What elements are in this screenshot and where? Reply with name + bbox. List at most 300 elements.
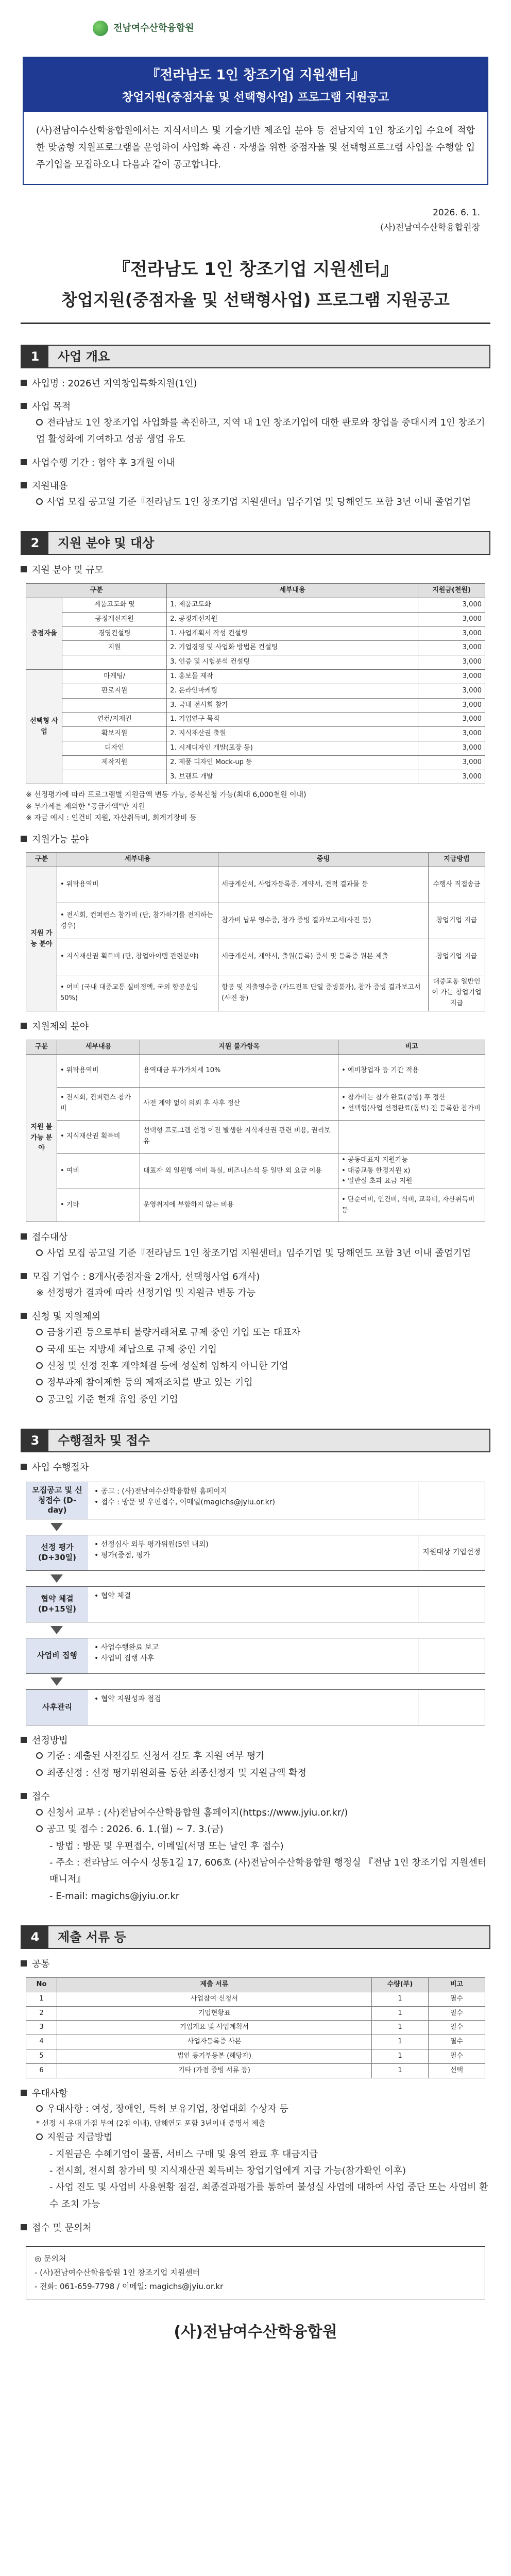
document-cell: 기업현황표 — [57, 2006, 372, 2021]
sub-text: 신청서 교부 : (사)전남여수산학융합원 홈페이지(https://www.jyiu.or.kr/) — [47, 1807, 348, 1818]
note-cell: 필수 — [429, 2021, 485, 2035]
subcategory-cell: 디자인 — [62, 741, 167, 755]
amount-cell: 3,000 — [418, 713, 485, 727]
sub-text: 사업 모집 공고일 기준『전라남도 1인 창조기업 지원센터』입주기업 및 당해연도 포함 3년 이내 졸업기업 — [47, 1247, 471, 1259]
bullet-text: 지원가능 분야 — [32, 834, 89, 845]
sub-bullet — [21, 1821, 490, 1838]
table-row — [26, 2006, 485, 2021]
step-body: • 선정심사 외부 평가위원(5인 내외) • 평가(중점, 평가 — [94, 1540, 209, 1560]
sub-bullet — [21, 1342, 490, 1358]
subcategory-cell: 연컨/지재권 — [62, 713, 167, 727]
table-row — [26, 1054, 485, 1087]
main-title-2: 창업지원(중점자율 및 선택형사업) 프로그램 지원공고 — [61, 290, 450, 310]
table-header: 증빙 — [218, 853, 429, 867]
document-cell: 기업개요 및 사업계획서 — [57, 2021, 372, 2035]
square-bullet-icon — [21, 403, 27, 409]
sub-text: 사업 모집 공고일 기준『전라남도 1인 창조기업 지원센터』입주기업 및 당해연도 포함 3년 이내 졸업기업 — [47, 497, 471, 507]
item-cell: 2. 온라인마케팅 — [167, 684, 418, 698]
quantity-cell: 1 — [372, 2049, 429, 2064]
table-row — [26, 669, 485, 684]
item-cell: 3. 국내 전시회 참가 — [167, 698, 418, 713]
section-3-heading — [21, 1429, 490, 1452]
bullet — [21, 479, 490, 494]
note-cell: 필수 — [429, 2006, 485, 2021]
eligible-table-wrap — [26, 852, 485, 1011]
step-body: • 협약 체결 — [94, 1591, 131, 1600]
document-cell: 법인 등기부등본 (해당자) — [57, 2049, 372, 2064]
category-cell: 지원 가능 분야 — [26, 867, 57, 1011]
bullet — [21, 1734, 490, 1749]
sub-bullet — [21, 1392, 490, 1408]
sub-text: 금융기관 등으로부터 불량거래처로 규제 중인 기업 또는 대표자 — [47, 1327, 301, 1338]
item-cell: 2. 지식재산권 출원 — [167, 727, 418, 741]
table-header: 제출 서류 — [57, 1978, 372, 1992]
square-bullet-icon — [21, 836, 27, 842]
table-header: 수량(부) — [372, 1978, 429, 1992]
bullet — [21, 1790, 490, 1805]
circle-bullet-icon — [36, 1362, 43, 1369]
step-side — [418, 1587, 485, 1622]
circle-bullet-icon — [36, 1825, 43, 1832]
item-cell: 2. 기업경영 및 사업화 방법론 컨설팅 — [167, 641, 418, 655]
section-2-heading — [21, 531, 490, 555]
table-row — [26, 1120, 485, 1153]
sub-text: 공고 및 접수 : 2026. 6. 1.(월) ~ 7. 3.(금) — [47, 1824, 224, 1835]
notice-issuer: (사)전남여수산학융합원장 — [380, 222, 480, 233]
square-bullet-icon — [21, 1960, 27, 1967]
section-number: 2 — [22, 532, 48, 554]
process-flow — [26, 1482, 485, 1725]
no-cell: 2 — [26, 2006, 57, 2021]
main-title — [21, 256, 490, 313]
notes — [21, 789, 490, 824]
table-header: 세부내용 — [57, 1040, 140, 1054]
circle-bullet-icon — [36, 1329, 43, 1335]
subcategory-cell: 경영컨설팅 — [62, 626, 167, 641]
detail-cell: • 위탁용역비 — [57, 867, 218, 903]
proof-cell: 세금계산서, 사업자등록증, 계약서, 견적 결과물 등 — [218, 867, 429, 903]
amount-cell: 3,000 — [418, 669, 485, 684]
detail-cell: • 전시회, 컨퍼런스 참가비 (단, 참가하기를 전제하는 경우) — [57, 903, 218, 939]
process-step — [26, 1689, 485, 1725]
square-bullet-icon — [21, 380, 27, 386]
table-row — [26, 626, 485, 641]
amount-cell: 3,000 — [418, 598, 485, 612]
square-bullet-icon — [21, 1793, 27, 1799]
step-body: • 공고 : (사)전남여수산학융합원 홈페이지 • 접수 : 방문 및 우편접수, 이메일(magichs@jyiu.or.kr) — [94, 1487, 275, 1507]
item-cell: 2. 제품 디자인 Mock-up 등 — [167, 755, 418, 770]
step-label: 사업비 집행 — [26, 1638, 88, 1673]
process-step — [26, 1535, 485, 1571]
documents-table — [26, 1977, 485, 2078]
proof-cell: 항공 및 지출영수증 (카드전표 단일 증빙불가), 참가 증빙 결과보고서(사진 등) — [218, 975, 429, 1011]
table-header: 지급방법 — [429, 853, 485, 867]
item-cell: 2. 공정개선지원 — [167, 612, 418, 626]
table-header: 비고 — [429, 1978, 485, 1992]
circle-bullet-icon — [36, 1379, 43, 1385]
notice-date: 2026. 6. 1. — [433, 207, 480, 218]
circle-bullet-icon — [36, 1396, 43, 1402]
item-cell: 1. 기업연구 목적 — [167, 713, 418, 727]
quantity-cell: 1 — [372, 2035, 429, 2049]
table-header: 세부내용 — [167, 584, 418, 598]
documents-table-wrap — [26, 1977, 485, 2078]
email-link[interactable]: - E-mail: magichs@jyiu.or.kr — [49, 1890, 180, 1902]
square-bullet-icon — [21, 1464, 27, 1470]
step-side — [418, 1690, 485, 1725]
step-body: • 협약 지원성과 점검 — [94, 1694, 161, 1703]
circle-bullet-icon — [36, 419, 43, 426]
support-scale-table — [26, 583, 485, 784]
excluded-item-cell: 용역대금 부가가치세 10% — [140, 1054, 338, 1087]
note-line: ※ 자금 예시 : 인건비 지원, 자산취득비, 회계기장비 등 — [26, 814, 197, 823]
table-row — [26, 903, 485, 939]
table-header: 구분 — [26, 853, 57, 867]
contact-phone-email[interactable]: - 전화: 061-659-7798 / 이메일: magichs@jyiu.or.kr — [35, 2281, 224, 2291]
bullet — [21, 563, 490, 578]
bullet-text: 지원내용 — [32, 481, 68, 492]
sub-text: 최종선정 : 선정 평가위원회를 통한 최종선정자 및 지원금액 확정 — [47, 1767, 306, 1778]
no-cell: 4 — [26, 2035, 57, 2049]
quantity-cell: 1 — [372, 2021, 429, 2035]
sub-text: 신청 및 선정 전후 계약체결 등에 성실히 임하지 아니한 기업 — [47, 1361, 288, 1372]
table-row — [26, 1992, 485, 2006]
subcategory-cell: 제작지원 — [62, 755, 167, 770]
header — [21, 0, 490, 57]
subcategory-cell — [62, 770, 167, 784]
table-header: No — [26, 1978, 57, 1992]
detail-line: - 방법 : 방문 및 우편접수, 이메일(서명 또는 날인 후 접수) — [49, 1840, 284, 1852]
table-row — [26, 2035, 485, 2049]
notice-title-2: 창업지원(중점자율 및 선택형사업) 프로그램 지원공고 — [122, 91, 389, 104]
category-cell: 중점자율 — [26, 598, 62, 669]
sub-bullet — [21, 1325, 490, 1341]
table-header: 구분 — [26, 1040, 57, 1054]
square-bullet-icon — [21, 1273, 27, 1279]
sub-text: 지원금 지급방법 — [47, 2132, 113, 2143]
down-arrow-icon — [26, 1519, 485, 1535]
date-block — [21, 185, 490, 235]
amount-cell: 3,000 — [418, 612, 485, 626]
table-row — [26, 867, 485, 903]
bullet-text: 접수 및 문의처 — [32, 2223, 92, 2234]
square-bullet-icon — [21, 566, 27, 572]
detail-line: - 지원금은 수혜기업이 물품, 서비스 구매 및 용역 완료 후 대금지급 — [49, 2148, 318, 2160]
detail-line: - 사업 진도 및 사업비 사용현황 점검, 최종결과평가를 통하여 불성실 사업에 대하여 사업 중단 또는 사업비 환수 조치 가능 — [49, 2182, 488, 2210]
amount-cell: 3,000 — [418, 770, 485, 784]
sub-bullet — [21, 494, 490, 511]
sub-text: 전라남도 1인 창조기업 사업화를 촉진하고, 지역 내 1인 창조기업에 대한 판로와 창업을 중대시켜 1인 창조기업 활성화에 기여하고 성공 생업 유도 — [36, 417, 485, 445]
bullet — [21, 400, 490, 415]
item-cell: 1. 시제디자인 개발(포장 등) — [167, 741, 418, 755]
bullet — [21, 2087, 490, 2102]
document-cell: 기타 (가점 증빙 서류 등) — [57, 2063, 372, 2078]
detail-line: - 주소 : 전라남도 여수시 성동1길 17, 606호 (사)전남여수산학융합원 행정실 『전남 1인 창조기업 지원센터 매니저』 — [49, 1857, 487, 1885]
amount-cell: 3,000 — [418, 727, 485, 741]
subcategory-cell: 확보지원 — [62, 727, 167, 741]
table-row — [26, 727, 485, 741]
note-cell: 선택 — [429, 2063, 485, 2078]
bullet — [21, 1230, 490, 1245]
item-cell: 1. 제품고도화 — [167, 598, 418, 612]
amount-cell: 3,000 — [418, 655, 485, 670]
footer-org: (사)전남여수산학융합원 — [174, 2323, 337, 2341]
table-row — [26, 698, 485, 713]
table-row — [26, 2049, 485, 2064]
square-bullet-icon — [21, 2224, 27, 2230]
table-row — [26, 755, 485, 770]
bullet-text: 사업 수행절차 — [32, 1462, 89, 1473]
sub-text: 기준 : 제출된 사전검토 신청서 검토 후 지원 여부 평가 — [47, 1751, 265, 1762]
section-title: 제출 서류 등 — [48, 1926, 489, 1948]
no-cell: 1 — [26, 1992, 57, 2006]
circle-bullet-icon — [36, 1769, 43, 1776]
square-bullet-icon — [21, 1023, 27, 1029]
detail-cell: • 위탁용역비 — [57, 1054, 140, 1087]
detail-cell: • 지식재산권 획득비 (단, 창업아이템 관련분야) — [57, 939, 218, 975]
circle-bullet-icon — [36, 1809, 43, 1816]
bullet-text: 사업수행 기간 : 협약 후 3개월 이내 — [32, 457, 175, 469]
sub-bullet — [21, 1245, 490, 1262]
sub-text: 정부과제 참여제한 등의 제재조치를 받고 있는 기업 — [47, 1377, 253, 1388]
table-row — [26, 1087, 485, 1120]
down-arrow-icon — [26, 1622, 485, 1638]
quantity-cell: 1 — [372, 2006, 429, 2021]
bullet-text: 지원 분야 및 규모 — [32, 565, 104, 576]
proof-cell: 세금계산서, 계약서, 출원(등록) 증서 및 등록증 원본 제출 — [218, 939, 429, 975]
amount-cell: 3,000 — [418, 641, 485, 655]
detail-cell: • 여비 — [57, 1153, 140, 1189]
bullet-text: 사업명 : 2026년 지역창업특화지원(1인) — [32, 378, 197, 389]
subcategory-cell: 공정개선지원 — [62, 612, 167, 626]
down-arrow-icon — [26, 1674, 485, 1689]
subcategory-cell: 지원 — [62, 641, 167, 655]
section-number: 3 — [22, 1430, 48, 1451]
bullet — [21, 833, 490, 848]
process-step — [26, 1638, 485, 1674]
bullet — [21, 1461, 490, 1476]
category-cell: 선택형 사업 — [26, 669, 62, 784]
document-cell: 사업참여 신청서 — [57, 1992, 372, 2006]
notice-title-1: 『전라남도 1인 창조기업 지원센터』 — [146, 67, 365, 83]
bullet-text: 사업 목적 — [32, 401, 71, 412]
amount-cell: 3,000 — [418, 755, 485, 770]
square-bullet-icon — [21, 2090, 27, 2096]
circle-bullet-icon — [36, 2133, 43, 2140]
category-cell: 지원 불가능 분야 — [26, 1054, 57, 1222]
table-row — [26, 655, 485, 670]
bullet — [21, 2221, 490, 2236]
no-cell: 3 — [26, 2021, 57, 2035]
square-bullet-icon — [21, 1737, 27, 1743]
bullet — [21, 1020, 490, 1035]
table-row — [26, 598, 485, 612]
process-step — [26, 1586, 485, 1622]
logo-mark-icon — [93, 21, 108, 36]
step-body: • 사업수행완료 보고 • 사업비 집행 사후 — [94, 1643, 159, 1663]
table-row — [26, 741, 485, 755]
bullet — [21, 456, 490, 471]
subcategory-cell: 제품고도화 및 — [62, 598, 167, 612]
payment-cell: 수행사 직접송금 — [429, 867, 485, 903]
step-label: 선정 평가 (D+30일) — [26, 1535, 88, 1570]
table-row — [26, 2063, 485, 2078]
sub-bullet — [21, 1748, 490, 1765]
quantity-cell: 1 — [372, 1992, 429, 2006]
step-label: 협약 체결 (D+15일) — [26, 1587, 88, 1622]
table-row — [26, 684, 485, 698]
remark-cell: • 예비창업자 등 기간 적용 — [338, 1054, 485, 1087]
logo-text: 전남여수산학융합원 — [113, 22, 194, 33]
circle-bullet-icon — [36, 1249, 43, 1256]
remark-cell: • 참가비는 참가 완료(증빙) 후 정산 • 선택형(사업 선정완료(통보) 전 등록한 참가비 — [338, 1087, 485, 1120]
detail-cell: • 기타 — [57, 1189, 140, 1222]
amount-cell: 3,000 — [418, 684, 485, 698]
note-cell: 필수 — [429, 2035, 485, 2049]
step-label: 사후관리 — [26, 1690, 88, 1725]
step-side — [418, 1482, 485, 1519]
table-header: 비고 — [338, 1040, 485, 1054]
table-row — [26, 1153, 485, 1189]
table-row — [26, 1189, 485, 1222]
amount-cell: 3,000 — [418, 626, 485, 641]
bullet — [21, 1957, 490, 1972]
sub-bullet — [21, 2129, 490, 2146]
section-1-heading — [21, 345, 490, 368]
table-row — [26, 641, 485, 655]
note-cell: 필수 — [429, 2049, 485, 2064]
sub-note: ※ 선정평가 결과에 따라 선정기업 및 지원금 변동 가능 — [36, 1287, 256, 1299]
note-line: ※ 선정평가에 따라 프로그램별 지원금액 변동 가능, 중복신청 가능(최대 6,000천원 이내) — [26, 791, 306, 800]
subcategory-cell: 판로지원 — [62, 684, 167, 698]
circle-bullet-icon — [36, 2105, 43, 2112]
table-row — [26, 975, 485, 1011]
remark-cell: • 단순여비, 인건비, 식비, 교육비, 자산취득비 등 — [338, 1189, 485, 1222]
table-header: 지원금(천원) — [418, 584, 485, 598]
down-arrow-icon — [26, 1571, 485, 1586]
notice-title — [24, 58, 487, 112]
process-step — [26, 1482, 485, 1519]
support-scale-table-wrap — [26, 583, 485, 784]
subcategory-cell: 마케팅/ — [62, 669, 167, 684]
amount-cell: 3,000 — [418, 698, 485, 713]
square-bullet-icon — [21, 482, 27, 488]
sub-bullet — [21, 415, 490, 448]
quantity-cell: 1 — [372, 2063, 429, 2078]
square-bullet-icon — [21, 459, 27, 465]
notice-box — [23, 57, 488, 185]
sub-text: 공고일 기준 현재 휴업 중인 기업 — [47, 1394, 178, 1405]
payment-cell: 창업기업 지급 — [429, 903, 485, 939]
section-number: 4 — [22, 1926, 48, 1948]
notice-body: (사)전남여수산학융합원에서는 지식서비스 및 기술기반 제조업 분야 등 전남지역 1인 창조기업 수요에 적합한 맞춤형 지원프로그램을 운영하여 사업화 촉진 · 자생을 위한 중점자율 및 선택형프로그램 사업을 수행할 입주기업을 모집하오니 다음과 같이 공고합니다. — [36, 125, 475, 171]
item-cell: 3. 인증 및 시험분석 컨설팅 — [167, 655, 418, 670]
sub-text: 우대사항 : 여성, 장애인, 특허 보유기업, 창업대회 수상자 등 — [47, 2104, 288, 2115]
bullet — [21, 377, 490, 392]
remark-cell — [338, 1120, 485, 1153]
bullet-text: 지원제외 분야 — [32, 1021, 89, 1032]
sub-bullet — [21, 2101, 490, 2117]
step-label: 모집공고 및 신청접수 (D-day) — [26, 1482, 88, 1519]
contact-title: ◎ 문의처 — [35, 2253, 66, 2263]
circle-bullet-icon — [36, 498, 43, 505]
detail-cell: • 지식재산권 획득비 — [57, 1120, 140, 1153]
remark-cell: • 공동대표자 지원가능 • 대중교통 한정지원 x) • 일반실 초과 요금 지원 — [338, 1153, 485, 1189]
square-bullet-icon — [21, 1313, 27, 1319]
circle-bullet-icon — [36, 1752, 43, 1759]
sub-bullet — [21, 1358, 490, 1375]
amount-cell: 3,000 — [418, 741, 485, 755]
title-divider — [21, 323, 490, 324]
document-cell: 사업자등록증 사본 — [57, 2035, 372, 2049]
bullet-text: 모집 기업수 : 8개사(중점자율 2개사, 선택형사업 6개사) — [32, 1272, 260, 1283]
no-cell: 6 — [26, 2063, 57, 2078]
excluded-table-wrap — [26, 1040, 485, 1222]
sub-bullet — [21, 1805, 490, 1821]
item-cell: 1. 사업계획서 작성 컨설팅 — [167, 626, 418, 641]
table-row — [26, 770, 485, 784]
circle-bullet-icon — [36, 1346, 43, 1352]
sub-bullet — [21, 1765, 490, 1782]
detail-line: - 전시회, 전시회 참가비 및 지식재산권 획득비는 창업기업에게 지급 가능(참가확인 이후) — [49, 2165, 406, 2176]
step-side — [418, 1638, 485, 1673]
section-title: 사업 개요 — [48, 346, 489, 367]
sub-text: 국세 또는 지방세 체납으로 규제 중인 기업 — [47, 1344, 217, 1355]
eligible-table — [26, 852, 485, 1011]
item-cell: 1. 홍보물 제작 — [167, 669, 418, 684]
table-header: 세부내용 — [57, 853, 218, 867]
section-title: 지원 분야 및 대상 — [48, 532, 489, 554]
sub-bullet — [21, 1375, 490, 1391]
section-title: 수행절차 및 접수 — [48, 1430, 489, 1451]
excluded-item-cell: 대표자 외 일원행 여비 특실, 비즈니스석 등 일반 외 요금 이용 — [140, 1153, 338, 1189]
subcategory-cell — [62, 698, 167, 713]
no-cell: 5 — [26, 2049, 57, 2064]
excluded-table — [26, 1040, 485, 1222]
table-header: 구분 — [26, 584, 167, 598]
bullet-text: 선정방법 — [32, 1735, 68, 1746]
contact-org: - (사)전남여수산학융합원 1인 창조기업 지원센터 — [35, 2267, 200, 2277]
main-title-1: 『전라남도 1인 창조기업 지원센터』 — [112, 259, 399, 280]
table-row — [26, 713, 485, 727]
payment-cell: 창업기업 지급 — [429, 939, 485, 975]
bullet-text: 공통 — [32, 1959, 50, 1970]
note-cell: 필수 — [429, 1992, 485, 2006]
table-header: 지원 불가항목 — [140, 1040, 338, 1054]
table-row — [26, 2021, 485, 2035]
step-side: 지원대상 기업선정 — [418, 1535, 485, 1570]
bullet — [21, 1310, 490, 1325]
excluded-item-cell: 운영취지에 부합하지 않는 비용 — [140, 1189, 338, 1222]
table-row — [26, 612, 485, 626]
excluded-item-cell: 사전 계약 없이 의뢰 후 사후 정산 — [140, 1087, 338, 1120]
section-4-heading — [21, 1925, 490, 1949]
logo — [93, 21, 194, 36]
section-number: 1 — [22, 346, 48, 367]
excluded-item-cell: 선택형 프로그램 선정 이전 발생한 지식재산권 관련 비용, 권리보유 — [140, 1120, 338, 1153]
bullet-text: 신청 및 지원제외 — [32, 1311, 101, 1323]
note-line: * 선정 시 우대 가점 부여 (2점 이내), 당해연도 포함 3년이내 증명서 제출 — [36, 2119, 266, 2128]
bullet-text: 우대사항 — [32, 2088, 68, 2099]
detail-cell: • 여비 (국내 대중교통 실비정액, 국외 항공운임 50%) — [57, 975, 218, 1011]
contact-box — [26, 2246, 485, 2299]
detail-cell: • 전시회, 컨퍼런스 참가비 — [57, 1087, 140, 1120]
item-cell: 3. 브랜드 개발 — [167, 770, 418, 784]
payment-cell: 대중교통 일반인이 가는 창업기업 지급 — [429, 975, 485, 1011]
subcategory-cell — [62, 655, 167, 670]
note-line: ※ 부가세를 제외한 "공급가액"만 지원 — [26, 802, 145, 811]
bullet — [21, 1270, 490, 1285]
